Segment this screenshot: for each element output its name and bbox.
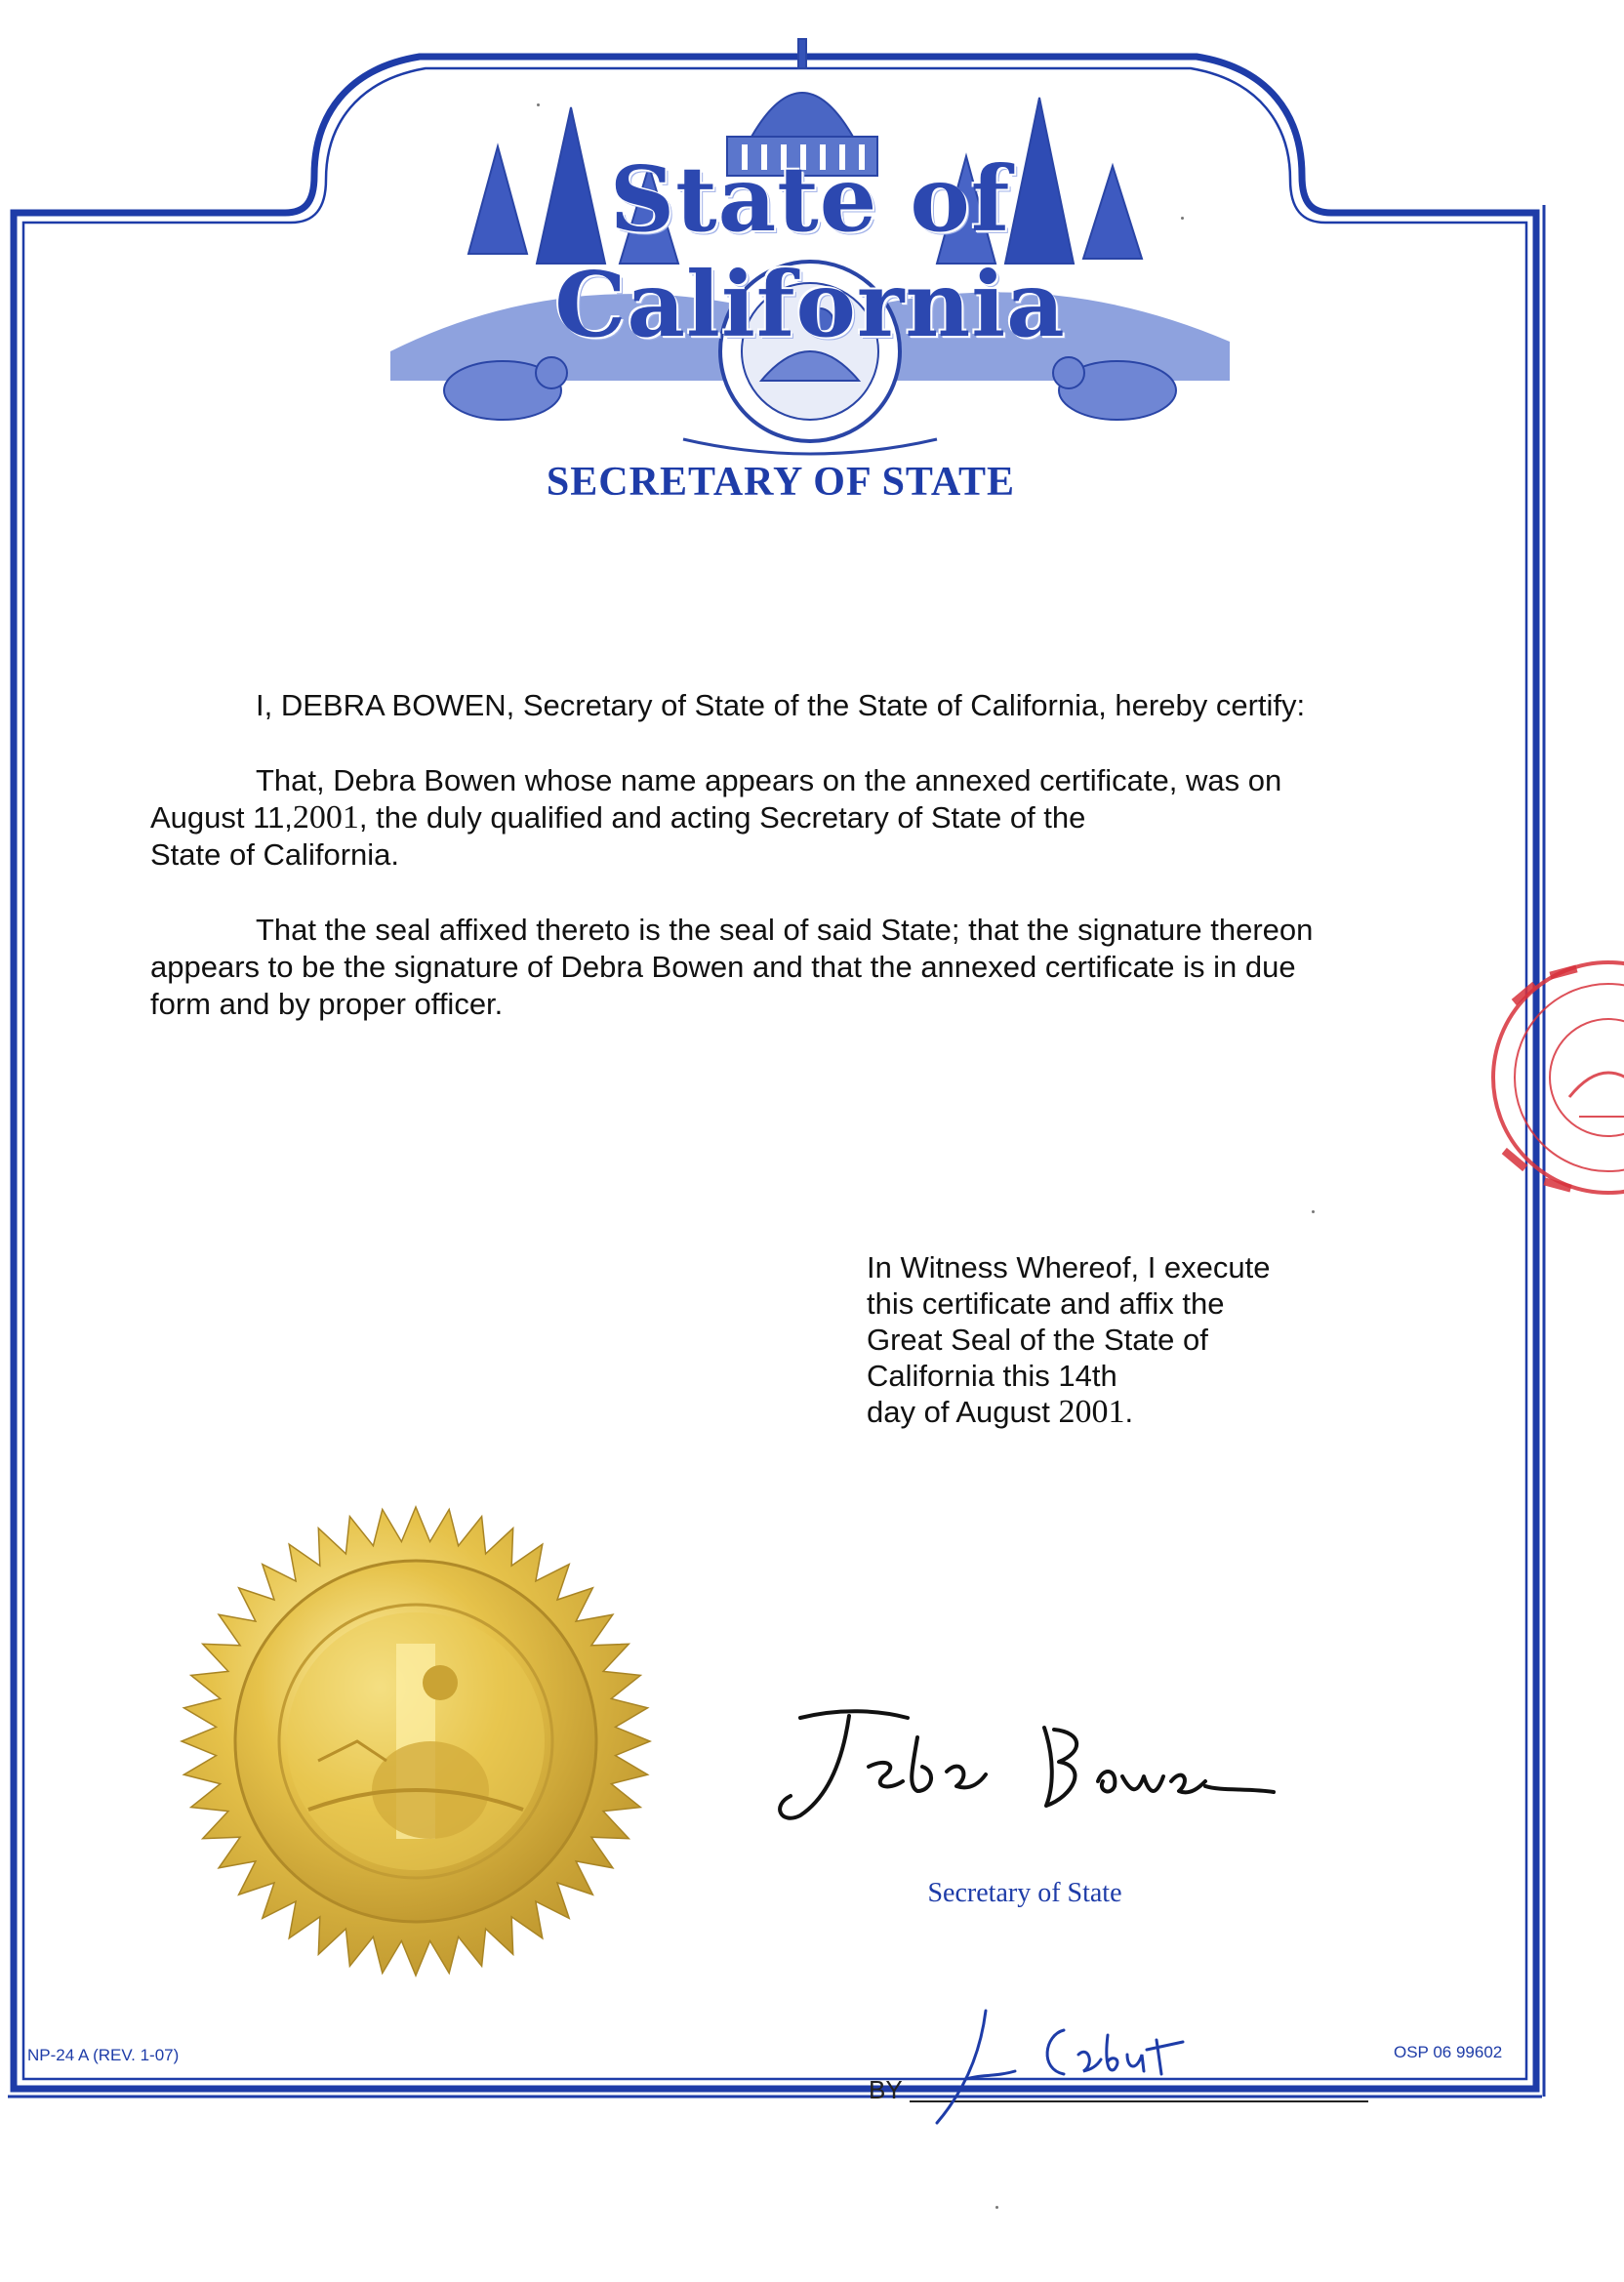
office-stamp-red: [1472, 951, 1624, 1204]
osp-code: OSP 06 99602: [1394, 2043, 1503, 2061]
certification-paragraph-2: [150, 762, 1419, 874]
witness-date-year: 2001: [1058, 1394, 1125, 1430]
witness-date-prefix: day of August: [867, 1395, 1059, 1429]
p2-line2-year: 2001: [292, 799, 359, 835]
witness-date-line: [867, 1394, 1374, 1430]
scan-speck: [1181, 217, 1184, 220]
scan-speck: [1312, 1210, 1315, 1213]
scan-speck: [537, 103, 540, 106]
witness-line: Great Seal of the State of: [867, 1323, 1208, 1357]
great-seal-gold: [172, 1497, 660, 1985]
p2-line2-suffix: , the duly qualified and acting Secretary of State of the: [358, 800, 1086, 835]
p3-line2: appears to be the signature of Debra Bowen and that the annexed certificate is in due: [150, 950, 1296, 984]
witness-line: In Witness Whereof, I execute: [867, 1250, 1271, 1284]
witness-line: this certificate and affix the: [867, 1286, 1225, 1321]
capitol-spire: [798, 39, 806, 68]
office-title: SECRETARY OF STATE: [546, 460, 1016, 505]
certification-intro-text: I, DEBRA BOWEN, Secretary of State of the State of California, hereby certify:: [256, 688, 1306, 722]
signature-caption: Secretary of State: [927, 1878, 1122, 1908]
handwritten-signature: [761, 1698, 1288, 1835]
form-code: NP-24 A (REV. 1-07): [27, 2046, 180, 2064]
p3-line3: form and by proper officer.: [150, 987, 504, 1021]
by-label: BY: [869, 2075, 903, 2104]
p3-line1: That the seal affixed thereto is the seal of said State; that the signature thereon: [256, 913, 1314, 947]
p2-line2-prefix: August 11,: [150, 800, 293, 835]
witness-line: California this 14th: [867, 1359, 1117, 1393]
certification-paragraph-3: [150, 912, 1419, 1023]
p2-line1: That, Debra Bowen whose name appears on the annexed certificate, was on: [256, 763, 1282, 797]
witness-date-suffix: .: [1124, 1395, 1134, 1429]
banner-title: State of California: [554, 146, 1066, 357]
witness-block: [867, 1249, 1374, 1430]
capitol-dome: [751, 93, 853, 137]
scan-speck: [995, 2206, 998, 2209]
p2-line3: State of California.: [150, 837, 400, 872]
handwritten-initials: [927, 2001, 1210, 2128]
certification-intro: [150, 687, 1524, 724]
